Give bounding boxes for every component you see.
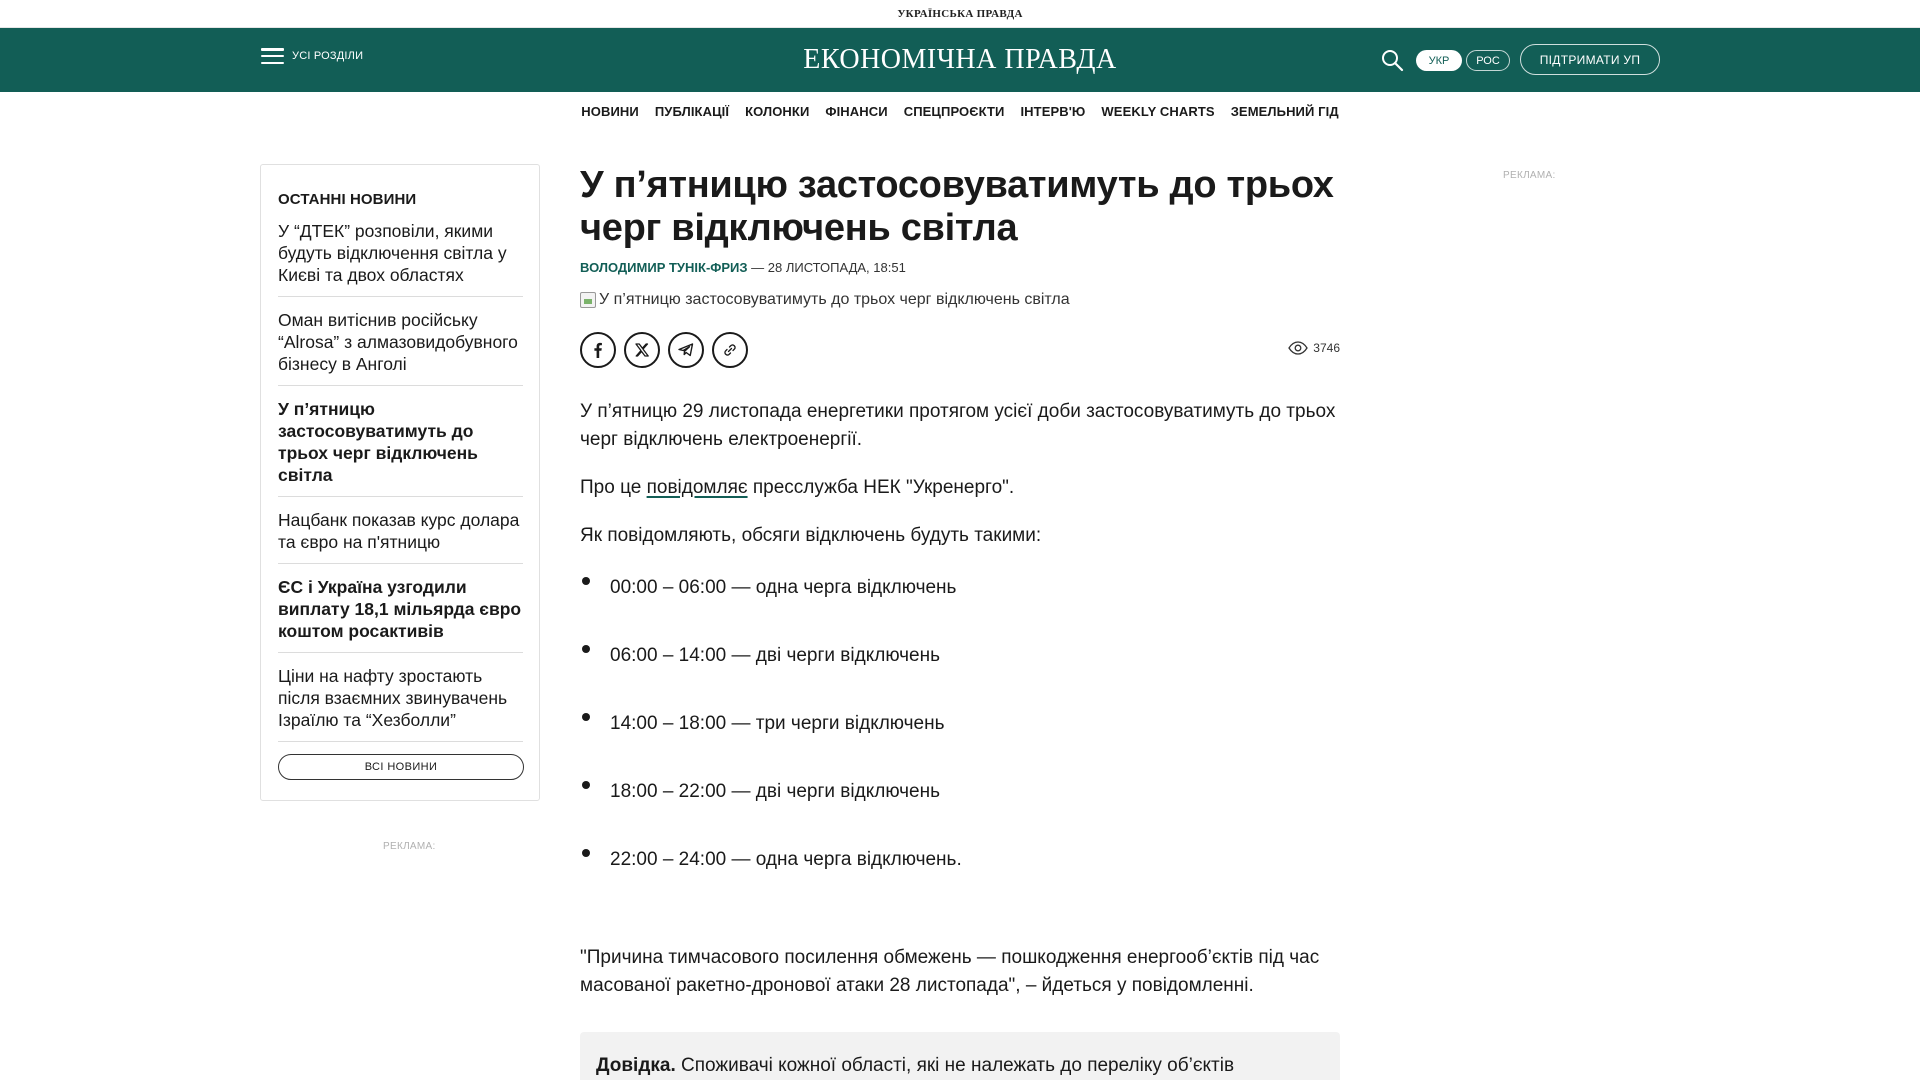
publish-date: — 28 ЛИСТОПАДА, 18:51	[747, 260, 906, 275]
paragraph: Про це повідомляє пресслужба НЕК "Укренерго".	[580, 477, 1015, 498]
nav-item-weekly-charts[interactable]: WEEKLY CHARTS	[1101, 104, 1215, 119]
source-link[interactable]: повідомляє	[646, 477, 748, 498]
copy-link-icon[interactable]	[712, 332, 748, 368]
schedule-item: 22:00 – 24:00 — одна черга відключень.	[580, 846, 1340, 874]
paragraph: У п’ятницю 29 листопада енергетики протягом усієї доби застосовуватимуть до трьох черг відключень електроенергії.	[580, 401, 1336, 450]
parent-brand-link[interactable]: УКРАЇНСЬКА ПРАВДА	[897, 7, 1023, 20]
paragraph: Як повідомляють, обсяги відключень будуть такими:	[580, 525, 1042, 546]
facebook-share-icon[interactable]	[580, 332, 616, 368]
byline	[580, 260, 1340, 275]
nav-item-finance[interactable]: ФІНАНСИ	[825, 104, 888, 119]
lang-ukr-button[interactable]: УКР	[1416, 50, 1462, 71]
all-news-button[interactable]: ВСІ НОВИНИ	[278, 754, 524, 780]
nav-item-publications[interactable]: ПУБЛІКАЦІЇ	[654, 104, 730, 119]
latest-news-sidebar	[260, 164, 540, 801]
schedule-item: 14:00 – 18:00 — три черги відключень	[580, 710, 1340, 738]
news-item[interactable]: Нацбанк показав курс долара та євро на п'ятницю	[278, 509, 523, 564]
article-body	[580, 398, 1340, 874]
news-item[interactable]: У п’ятницю застосовуватимуть до трьох черг відключень світла	[278, 398, 523, 497]
article-title: У п’ятницю застосовуватимуть до трьох черг відключень світла	[580, 164, 1334, 249]
nav-item-news[interactable]: НОВИНИ	[581, 104, 639, 119]
eye-icon	[1288, 341, 1308, 355]
views-count: 3746	[1313, 341, 1340, 355]
news-item[interactable]: У “ДТЕК” розповіли, якими будуть відключення світла у Києві та двох областях	[278, 220, 523, 297]
sidebar-title: ОСТАННІ НОВИНИ	[278, 191, 417, 208]
news-item[interactable]: Оман витіснив російську “Alrosa” з алмазовидобувного бізнесу в Анголі	[278, 309, 523, 386]
outage-schedule	[580, 574, 1340, 874]
nav-item-land-guide[interactable]: ЗЕМЕЛЬНИЙ ГІД	[1230, 104, 1339, 119]
share-bar	[580, 332, 1340, 368]
site-header	[0, 28, 1920, 92]
x-share-icon[interactable]	[624, 332, 660, 368]
news-item[interactable]: Ціни на нафту зростають після взаємних звинувачень Ізраїлю та “Хезболли”	[278, 665, 523, 742]
broken-image-icon	[580, 292, 596, 308]
top-strip	[0, 0, 1920, 28]
main-nav	[0, 104, 1920, 119]
schedule-item: 06:00 – 14:00 — дві черги відключень	[580, 642, 1340, 670]
article	[580, 164, 1340, 914]
image-alt-text: У п’ятницю застосовуватимуть до трьох черг відключень світла	[599, 291, 1070, 308]
schedule-item: 00:00 – 06:00 — одна черга відключень	[580, 574, 1340, 602]
menu-label: УСІ РОЗДІЛИ	[292, 50, 364, 62]
note-text: Споживачі кожної області, які не належать до переліку об’єктів	[675, 1055, 1235, 1076]
author-link[interactable]: ВОЛОДИМИР ТУНІК-ФРИЗ	[580, 260, 748, 275]
nav-item-special-projects[interactable]: СПЕЦПРОЄКТИ	[903, 104, 1005, 119]
note-label: Довідка.	[596, 1055, 676, 1076]
site-logo[interactable]: ЕКОНОМІЧНА ПРАВДА	[803, 44, 1117, 75]
quote-paragraph: "Причина тимчасового посилення обмежень — пошкодження енергооб’єктів під час масованої ракетно-дронової атаки 28 листопада", – йдеться у повідомленні.	[580, 947, 1320, 996]
article-image	[580, 291, 1340, 309]
news-item[interactable]: ЄС і Україна узгодили виплату 18,1 мільярда євро коштом росактивів	[278, 576, 523, 653]
schedule-item: 18:00 – 22:00 — дві черги відключень	[580, 778, 1340, 806]
view-counter	[1288, 341, 1340, 355]
info-note	[580, 1032, 1340, 1080]
search-icon[interactable]	[1380, 48, 1404, 72]
telegram-share-icon[interactable]	[668, 332, 704, 368]
nav-item-columns[interactable]: КОЛОНКИ	[745, 104, 810, 119]
right-ad-label: РЕКЛАМА:	[1503, 170, 1556, 181]
sidebar-ad-label: РЕКЛАМА:	[383, 841, 436, 852]
support-button[interactable]: ПІДТРИМАТИ УП	[1520, 44, 1660, 75]
nav-item-interview[interactable]: ІНТЕРВ'Ю	[1020, 104, 1086, 119]
lang-ros-button[interactable]: РОС	[1466, 50, 1510, 71]
